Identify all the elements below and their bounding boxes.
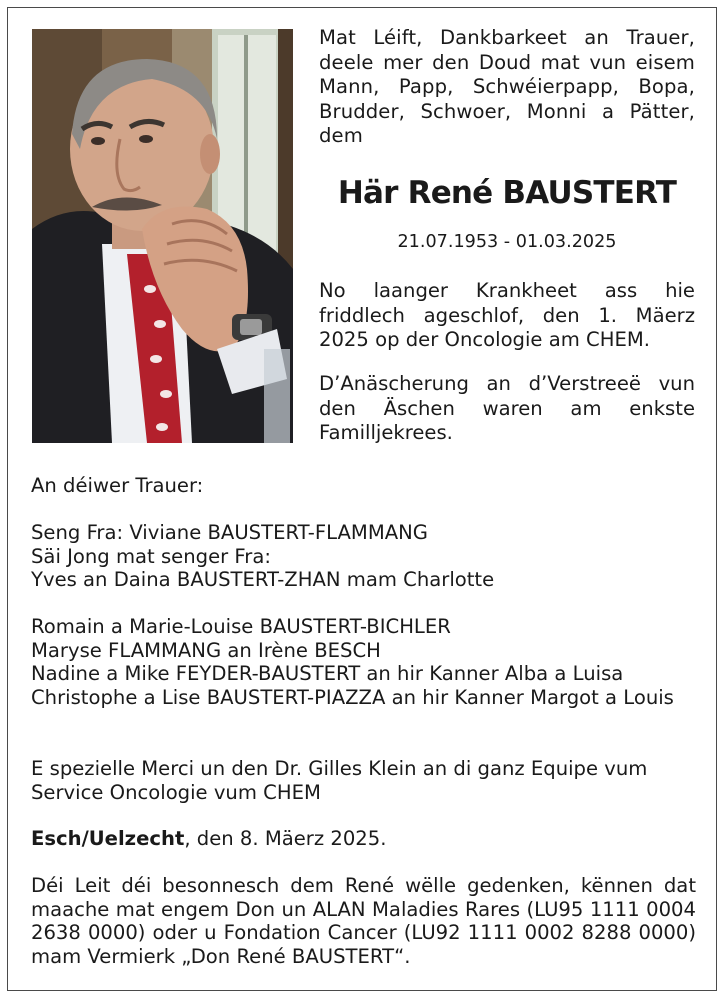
- family-line: Christophe a Lise BAUSTERT-PIAZZA an hir Kanner Margot a Louis: [31, 685, 674, 709]
- family-group-primary: [31, 521, 696, 592]
- deceased-name: Här René BAUSTERT: [337, 175, 677, 211]
- family-group-secondary: [31, 615, 696, 709]
- mourners-heading: An déiwer Trauer:: [31, 474, 204, 497]
- family-line: Seng Fra: Viviane BAUSTERT-FLAMMANG: [31, 521, 428, 544]
- intro-paragraph: Mat Léift, Dankbarkeet an Trauer, deele mer den Doud mat vun eisem Mann, Papp, Schwéierpapp, Bopa, Brudder, Schwoer, Monni a Pätter, dem: [319, 26, 695, 148]
- date-text: , den 8. Mäerz 2025.: [184, 827, 387, 850]
- family-line: Yves an Daina BAUSTERT-ZHAN mam Charlotte: [31, 568, 495, 592]
- place-date: [31, 827, 696, 851]
- portrait-photo: [32, 29, 293, 443]
- donation-paragraph: Déi Leit déi besonnesch dem René wëlle gedenken, kënnen dat maache mat engem Don un ALAN Maladies Rares (LU95 1111 0004 2638 0000) oder u Fondation Cancer (LU92 1111 0002 8288 0000) mam Vermierk „Don René BAUSTERT“.: [31, 874, 696, 968]
- family-line: Säi Jong mat senger Fra:: [31, 544, 271, 568]
- thanks-paragraph: E spezielle Merci un den Dr. Gilles Klein an di ganz Equipe vum Service Oncologie vum CHEM: [31, 757, 648, 804]
- family-line: Nadine a Mike FEYDER-BAUSTERT an hir Kanner Alba a Luisa: [31, 662, 624, 686]
- passing-paragraph: No laanger Krankheet ass hie friddlech ageschlof, den 1. Mäerz 2025 op der Oncologie am CHEM.: [319, 279, 695, 352]
- place-name: Esch/Uelzecht: [31, 827, 185, 850]
- family-line: Romain a Marie-Louise BAUSTERT-BICHLER: [31, 615, 451, 638]
- family-line: Maryse FLAMMANG an Irène BESCH: [31, 638, 381, 662]
- cremation-paragraph: D’Anäscherung an d’Verstreeë vun den Äschen waren am enkste Familljekrees.: [319, 372, 695, 445]
- life-dates: 21.07.1953 - 01.03.2025: [397, 232, 617, 252]
